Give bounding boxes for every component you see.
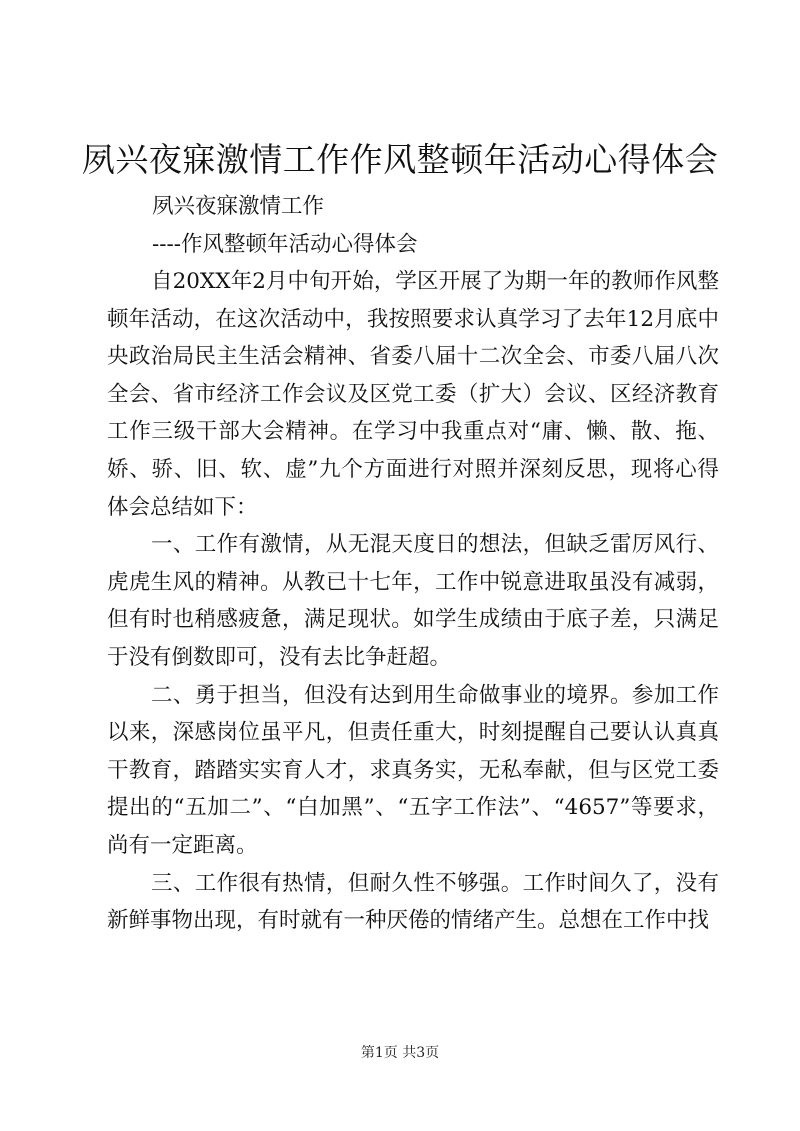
- document-title: 夙兴夜寐激情工作作风整顿年活动心得体会: [81, 140, 719, 179]
- paragraph-point-one: 一、工作有激情，从无混天度日的想法，但缺乏雷厉风行、虎虎生风的精神。从教已十七年，工作中锐意进取虽没有减弱，但有时也稍感疲惫，满足现状。如学生成绩由于底子差，只满足于没有倒数即可，没有去比争赶超。: [107, 532, 719, 670]
- document-subtitle-line1: 夙兴夜寐激情工作: [152, 194, 325, 219]
- paragraph-point-two: 二、勇于担当，但没有达到用生命做事业的境界。参加工作以来，深感岗位虽平凡，但责任重大，时刻提醒自己要认认真真干教育，踏踏实实育人才，求真务实，无私奉献，但与区党工委提出的“五加二”、“白加黑”、“五字工作法”、“4657”等要求，尚有一定距离。: [107, 682, 719, 858]
- document-body: [107, 263, 719, 940]
- paragraph-intro: 自20XX年2月中旬开始，学区开展了为期一年的教师作风整顿年活动，在这次活动中，我按照要求认真学习了去年12月底中央政治局民主生活会精神、省委八届十二次全会、市委八届八次全会、省市经济工作会议及区党工委（扩大）会议、区经济教育工作三级干部大会精神。在学习中我重点对“庸、懒、散、拖、娇、骄、旧、软、虚”九个方面进行对照并深刻反思，现将心得体会总结如下：: [107, 269, 719, 520]
- paragraph-point-three: 三、工作很有热情，但耐久性不够强。工作时间久了，没有新鲜事物出现，有时就有一种厌倦的情绪产生。总想在工作中找: [107, 870, 719, 934]
- page-footer: 第1页 共3页: [360, 1045, 440, 1061]
- document-subtitle-line2: ----作风整顿年活动心得体会: [152, 232, 418, 257]
